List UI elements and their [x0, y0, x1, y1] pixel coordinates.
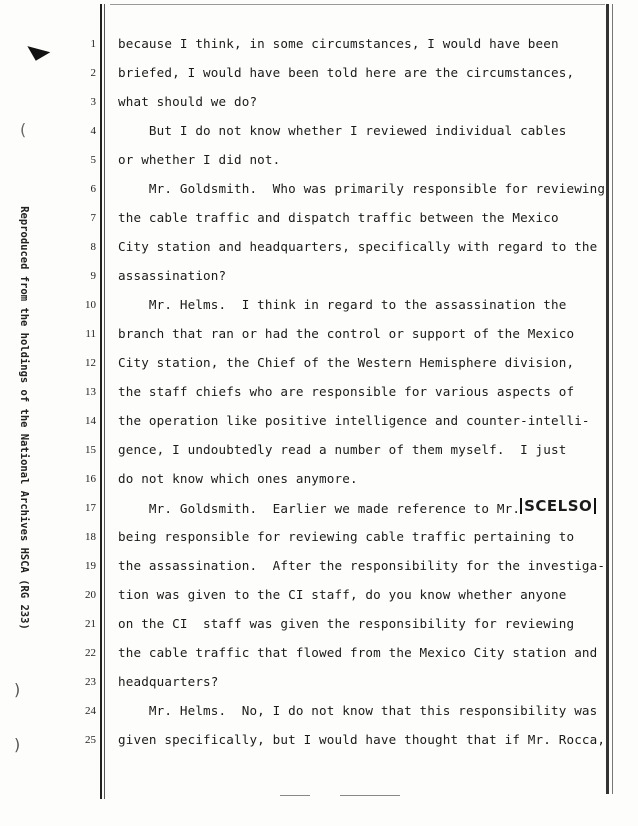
line-number: 10	[85, 299, 96, 311]
line-text: the cable traffic that flowed from the Mexico City station and	[118, 645, 598, 660]
line-number: 1	[90, 38, 96, 50]
line-text: Mr. Helms. I think in regard to the assassination the	[118, 297, 567, 312]
line-text: Mr. Goldsmith. Who was primarily responsible for reviewing	[118, 181, 606, 196]
transcript-line	[118, 529, 608, 544]
transcript-line	[118, 326, 608, 341]
line-number: 23	[85, 676, 96, 688]
line-number: 14	[85, 415, 96, 427]
transcript-line	[118, 123, 608, 138]
line-number: 4	[90, 125, 96, 137]
transcript-line	[118, 587, 608, 602]
transcript-line	[118, 210, 608, 225]
line-number: 11	[85, 328, 96, 340]
line-number: 5	[90, 154, 96, 166]
line-text: or whether I did not.	[118, 152, 281, 167]
transcript-line	[118, 181, 608, 196]
line-text: assassination?	[118, 268, 227, 283]
transcript-line	[118, 65, 608, 80]
transcript-line	[118, 558, 608, 573]
margin-tick-mark: )	[14, 735, 21, 754]
line-text: City station, the Chief of the Western Hemisphere division,	[118, 355, 575, 370]
line-number: 15	[85, 444, 96, 456]
right-margin-rule-thin	[612, 4, 613, 794]
line-text: because I think, in some circumstances, I would have been	[118, 36, 559, 51]
transcript-line	[118, 94, 608, 109]
line-number: 17	[85, 502, 96, 514]
line-number: 13	[85, 386, 96, 398]
redaction-handwritten-name: SCELSO	[520, 498, 596, 514]
footer-dash	[340, 795, 400, 796]
line-text: being responsible for reviewing cable traffic pertaining to	[118, 529, 575, 544]
line-text: given specifically, but I would have thought that if Mr. Rocca,	[118, 732, 606, 747]
transcript-line	[118, 645, 608, 660]
line-number: 12	[85, 357, 96, 369]
line-number: 25	[85, 734, 96, 746]
transcript-line	[118, 732, 608, 747]
line-number: 24	[85, 705, 96, 717]
transcript-line	[118, 442, 608, 457]
line-text: headquarters?	[118, 674, 219, 689]
line-number: 9	[90, 270, 96, 282]
line-text: But I do not know whether I reviewed individual cables	[118, 123, 567, 138]
hole-punch-mark: ◣	[24, 33, 53, 64]
line-text: the operation like positive intelligence and counter-intelli-	[118, 413, 590, 428]
line-text: the staff chiefs who are responsible for various aspects of	[118, 384, 575, 399]
transcript-line	[118, 239, 608, 254]
archive-stamp: Reproduced from the holdings of the National Archives HSCA (RG 233)	[18, 206, 30, 630]
transcript-line	[118, 297, 608, 312]
transcript-line	[118, 268, 608, 283]
line-number: 2	[90, 67, 96, 79]
line-text: what should we do?	[118, 94, 258, 109]
footer-dash	[280, 795, 310, 796]
line-text: the assassination. After the responsibility for the investiga-	[118, 558, 606, 573]
line-text: City station and headquarters, specifically with regard to the	[118, 239, 598, 254]
line-text: Mr. Goldsmith. Earlier we made reference to Mr.	[118, 501, 521, 516]
line-number: 16	[85, 473, 96, 485]
line-text: tion was given to the CI staff, do you know whether anyone	[118, 587, 567, 602]
top-rule	[110, 4, 605, 5]
transcript-line	[118, 36, 608, 51]
line-number: 7	[90, 212, 96, 224]
line-text: do not know which ones anymore.	[118, 471, 358, 486]
line-text: Mr. Helms. No, I do not know that this responsibility was	[118, 703, 598, 718]
line-text: on the CI staff was given the responsibility for reviewing	[118, 616, 575, 631]
line-number: 21	[85, 618, 96, 630]
line-text: briefed, I would have been told here are the circumstances,	[118, 65, 575, 80]
transcript-line	[118, 497, 608, 516]
transcript-line	[118, 616, 608, 631]
transcript-line	[118, 471, 608, 486]
line-text: branch that ran or had the control or support of the Mexico	[118, 326, 575, 341]
line-text: the cable traffic and dispatch traffic between the Mexico	[118, 210, 559, 225]
transcript-line	[118, 674, 608, 689]
transcript-line	[118, 384, 608, 399]
transcript-line	[118, 355, 608, 370]
line-text: gence, I undoubtedly read a number of them myself. I just	[118, 442, 567, 457]
transcript-line	[118, 152, 608, 167]
line-number: 18	[85, 531, 96, 543]
margin-tick-mark: )	[14, 680, 21, 699]
line-number: 19	[85, 560, 96, 572]
transcript-line	[118, 703, 608, 718]
transcript-line	[118, 413, 608, 428]
left-margin-rule-thin	[104, 4, 105, 799]
line-number: 3	[90, 96, 96, 108]
left-margin-rule	[100, 4, 102, 799]
line-number: 8	[90, 241, 96, 253]
line-number: 20	[85, 589, 96, 601]
line-number: 22	[85, 647, 96, 659]
line-number: 6	[90, 183, 96, 195]
margin-tick-mark: (	[20, 120, 27, 139]
